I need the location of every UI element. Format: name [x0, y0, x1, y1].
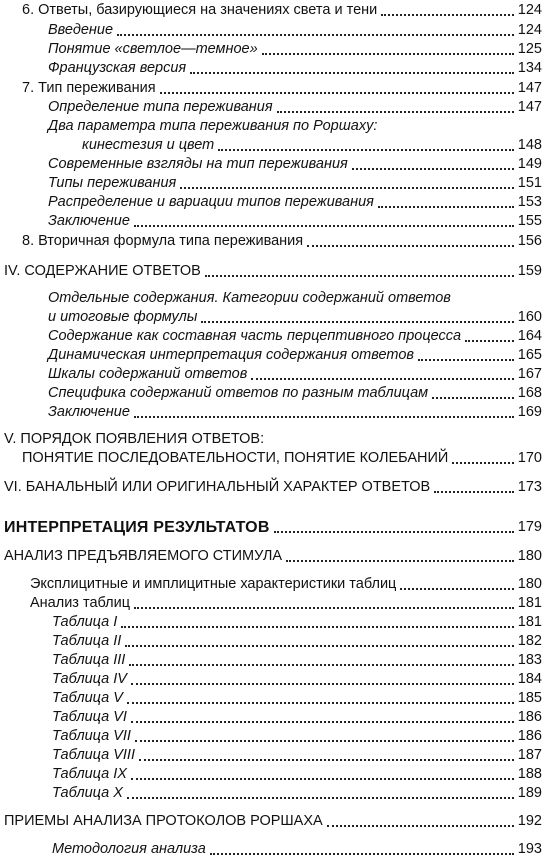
- toc-entry: [4, 813, 542, 830]
- toc-leader-dots: [127, 702, 514, 704]
- toc-leader-dots: [327, 825, 514, 827]
- toc-entry-page: 134: [517, 60, 542, 76]
- toc-entry-page: 124: [517, 2, 542, 18]
- toc-entry-title: Методология анализа: [52, 841, 206, 857]
- toc-entry-page: 189: [517, 785, 542, 801]
- toc-leader-dots: [378, 206, 514, 208]
- toc-entry: [52, 614, 542, 631]
- toc-entry-page: 147: [517, 99, 542, 115]
- toc-entry-page: 192: [517, 813, 542, 829]
- toc-leader-dots: [131, 683, 514, 685]
- toc-entry-title: 8. Вторичная формула типа переживания: [22, 233, 304, 249]
- toc-entry-page: 156: [517, 233, 542, 249]
- toc-entry: [52, 652, 542, 669]
- toc-entry-page: 187: [517, 747, 542, 763]
- toc-entry-title: Таблица VII: [52, 728, 131, 744]
- toc-entry: [30, 576, 542, 593]
- toc-entry-page: 183: [517, 652, 542, 668]
- toc-entry-title-first-line: Два параметра типа переживания по Роршаху:: [48, 118, 378, 134]
- toc-entry: [48, 22, 542, 39]
- toc-entry: [52, 728, 542, 745]
- toc-entry: [22, 2, 542, 19]
- toc-entry-page: 184: [517, 671, 542, 687]
- toc-entry: [30, 595, 542, 612]
- toc-entry-page: 159: [517, 263, 542, 279]
- toc-entry-title: Распределение и вариации типов переживания: [48, 194, 374, 210]
- toc-leader-dots: [434, 491, 514, 493]
- toc-entry: [4, 548, 542, 565]
- toc-entry: [48, 366, 542, 383]
- toc-entry: [48, 347, 542, 364]
- toc-entry-page: 124: [517, 22, 542, 38]
- toc-entry-title-first-line: Отдельные содержания. Категории содержаний ответов: [48, 290, 451, 306]
- toc-entry-page: 179: [517, 519, 542, 535]
- toc-entry: [22, 450, 542, 467]
- toc-leader-dots: [286, 560, 514, 562]
- toc-entry-page: 173: [517, 479, 542, 495]
- toc-entry-page: 170: [517, 450, 542, 466]
- toc-entry-title: Динамическая интерпретация содержания ответов: [48, 347, 414, 363]
- toc-entry: [52, 747, 542, 764]
- toc-leader-dots: [432, 397, 514, 399]
- toc-leader-dots: [307, 245, 514, 247]
- toc-entry-title: и итоговые формулы: [48, 309, 198, 325]
- toc-entry-page: 169: [517, 404, 542, 420]
- toc-entry-title: АНАЛИЗ ПРЕДЪЯВЛЯЕМОГО СТИМУЛА: [4, 548, 283, 564]
- toc-leader-dots: [125, 645, 514, 647]
- toc-leader-dots: [201, 321, 513, 323]
- toc-entry-title: ПОНЯТИЕ ПОСЛЕДОВАТЕЛЬНОСТИ, ПОНЯТИЕ КОЛЕБАНИЙ: [22, 450, 449, 466]
- toc-entry-title-first-line: V. ПОРЯДОК ПОЯВЛЕНИЯ ОТВЕТОВ:: [4, 431, 265, 447]
- toc-entry-page: 168: [517, 385, 542, 401]
- toc-leader-dots: [160, 92, 514, 94]
- toc-leader-dots: [452, 462, 513, 464]
- toc-entry: [52, 785, 542, 802]
- toc-entry-page: 180: [517, 576, 542, 592]
- toc-entry-page: 186: [517, 728, 542, 744]
- toc-entry-title: Заключение: [48, 213, 130, 229]
- toc-entry-title: Таблица X: [52, 785, 123, 801]
- toc-entry-title: Таблица III: [52, 652, 126, 668]
- toc-leader-dots: [127, 797, 514, 799]
- toc-leader-dots: [131, 778, 514, 780]
- toc-entry-title: Таблица V: [52, 690, 123, 706]
- toc-entry-title: Понятие «светлое—темное»: [48, 41, 258, 57]
- toc-entry: [48, 60, 542, 77]
- toc-entry: [4, 263, 542, 280]
- toc-entry-page: 153: [517, 194, 542, 210]
- toc-entry-page: 147: [517, 80, 542, 96]
- toc-entry: [52, 633, 542, 650]
- toc-leader-dots: [131, 721, 514, 723]
- toc-leader-dots: [134, 416, 514, 418]
- toc-entry: [48, 404, 542, 421]
- toc-entry-title: Таблица VIII: [52, 747, 135, 763]
- toc-leader-dots: [117, 34, 514, 36]
- toc-entry-title: Таблица IV: [52, 671, 127, 687]
- toc-leader-dots: [121, 626, 514, 628]
- toc-entry-page: 151: [517, 175, 542, 191]
- toc-entry-title: ИНТЕРПРЕТАЦИЯ РЕЗУЛЬТАТОВ: [4, 519, 270, 536]
- toc-entry: [52, 709, 542, 726]
- toc-leader-dots: [381, 14, 514, 16]
- toc-entry: [48, 194, 542, 211]
- toc-entry-page: 181: [517, 614, 542, 630]
- toc-entry-title: Таблица IX: [52, 766, 127, 782]
- toc-entry-title: Шкалы содержаний ответов: [48, 366, 248, 382]
- toc-entry-title: Анализ таблиц: [30, 595, 131, 611]
- toc-leader-dots: [210, 853, 514, 855]
- toc-leader-dots: [205, 275, 514, 277]
- toc-entry: [22, 233, 542, 250]
- toc-entry-title: Французская версия: [48, 60, 187, 76]
- toc-leader-dots: [262, 53, 514, 55]
- toc-leader-dots: [218, 149, 514, 151]
- toc-entry: [48, 328, 542, 345]
- toc-entry-title: Определение типа переживания: [48, 99, 273, 115]
- toc-entry: [52, 766, 542, 783]
- toc-leader-dots: [129, 664, 513, 666]
- toc-leader-dots: [251, 378, 514, 380]
- toc-entry: [22, 80, 542, 97]
- toc-entry-page: 193: [517, 841, 542, 857]
- toc-entry-title: Таблица I: [52, 614, 118, 630]
- toc-entry-title: Типы переживания: [48, 175, 177, 191]
- toc-entry-title: Специфика содержаний ответов по разным таблицам: [48, 385, 429, 401]
- toc-entry: [48, 213, 542, 230]
- toc-entry: [52, 671, 542, 688]
- toc-entry-title: Таблица II: [52, 633, 122, 649]
- toc-entry-page: 148: [517, 137, 542, 153]
- toc-entry-title: Таблица VI: [52, 709, 127, 725]
- toc-entry-title: ПРИЕМЫ АНАЛИЗА ПРОТОКОЛОВ РОРШАХА: [4, 813, 323, 829]
- toc-leader-dots: [400, 588, 513, 590]
- toc-leader-dots: [135, 740, 514, 742]
- toc-entry-title: Эксплицитные и имплицитные характеристики таблиц: [30, 576, 397, 592]
- toc-entry: [4, 479, 542, 496]
- toc-leader-dots: [352, 168, 514, 170]
- toc-entry-page: 155: [517, 213, 542, 229]
- toc-entry-page: 181: [517, 595, 542, 611]
- toc-entry-title: Современные взгляды на тип переживания: [48, 156, 348, 172]
- toc-entry-title: 6. Ответы, базирующиеся на значениях света и тени: [22, 2, 378, 18]
- toc-leader-dots: [274, 531, 514, 533]
- toc-entry: [48, 385, 542, 402]
- toc-entry-page: 164: [517, 328, 542, 344]
- toc-entry-title: Заключение: [48, 404, 130, 420]
- toc-entry: [48, 309, 542, 326]
- toc-leader-dots: [465, 340, 514, 342]
- toc-entry-page: 180: [517, 548, 542, 564]
- toc-entry: [48, 99, 542, 116]
- toc-leader-dots: [134, 225, 514, 227]
- toc-entry-title: Содержание как составная часть перцептивного процесса: [48, 328, 462, 344]
- toc-leader-dots: [277, 111, 514, 113]
- toc-section-heading: [4, 519, 542, 536]
- toc-leader-dots: [418, 359, 514, 361]
- toc-entry: [48, 156, 542, 173]
- toc-entry-page: 188: [517, 766, 542, 782]
- toc-entry-page: 185: [517, 690, 542, 706]
- toc-entry: [82, 137, 542, 154]
- toc-entry-title: кинестезия и цвет: [82, 137, 215, 153]
- toc-entry-title: VI. БАНАЛЬНЫЙ ИЛИ ОРИГИНАЛЬНЫЙ ХАРАКТЕР ОТВЕТОВ: [4, 479, 431, 495]
- toc-entry: [48, 41, 542, 58]
- toc-entry-page: 160: [517, 309, 542, 325]
- toc-entry-page: 167: [517, 366, 542, 382]
- toc-entry-page: 186: [517, 709, 542, 725]
- toc-entry-page: 149: [517, 156, 542, 172]
- toc-leader-dots: [134, 607, 514, 609]
- toc-entry-title: 7. Тип переживания: [22, 80, 156, 96]
- toc-entry: [48, 175, 542, 192]
- toc-entry: [52, 841, 542, 858]
- toc-entry: [52, 690, 542, 707]
- toc-entry-title: Введение: [48, 22, 114, 38]
- toc-leader-dots: [180, 187, 514, 189]
- toc-entry-page: 165: [517, 347, 542, 363]
- toc-entry-page: 182: [517, 633, 542, 649]
- toc-leader-dots: [139, 759, 514, 761]
- toc-entry-page: 125: [517, 41, 542, 57]
- toc-entry-title: IV. СОДЕРЖАНИЕ ОТВЕТОВ: [4, 263, 201, 279]
- toc-leader-dots: [190, 72, 514, 74]
